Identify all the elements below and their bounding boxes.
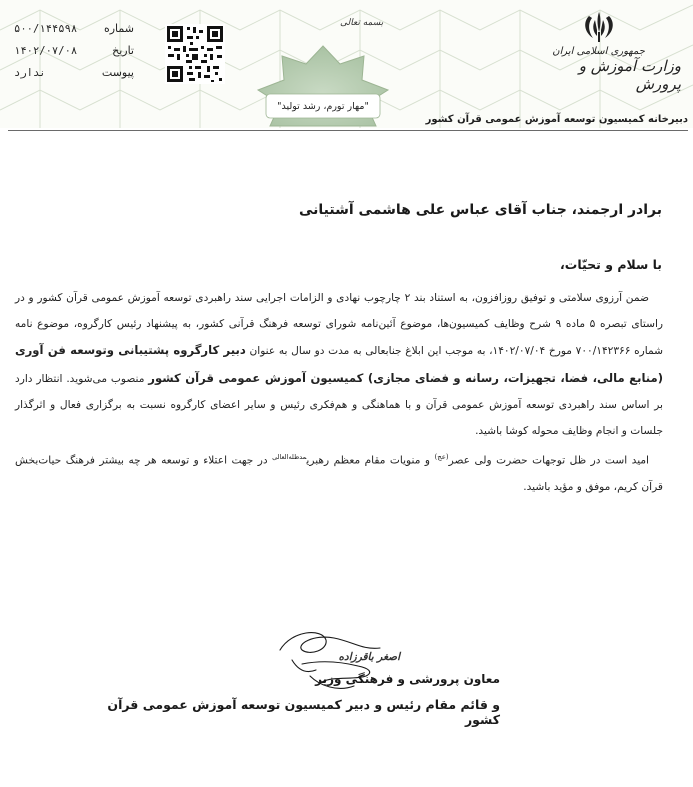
greeting-line: با سلام و تحیّات،	[560, 257, 662, 272]
basmala-heading: بسمه تعالی	[340, 18, 384, 28]
ministry-country-text: جمهوری اسلامی ایران	[552, 46, 645, 57]
recipient-line: برادر ارجمند، جناب آقای عباس علی هاشمی آشتیانی	[298, 202, 662, 218]
letter-body	[15, 285, 663, 500]
letter-metadata	[14, 18, 134, 84]
qr-code	[165, 24, 225, 84]
p1-bold-title: دبیر کارگروه پشتیبانی وتوسعه فن آوری (منابع مالی، فضا، تجهیزات، رسانه و فضای مجازی) کمیسیون آموزش عمومی قرآن کشور	[15, 343, 664, 385]
slogan-emblem	[248, 42, 398, 128]
header-divider	[8, 130, 688, 131]
signatory-title-line-1: معاون پرورشی و فرهنگی وزیر	[315, 672, 500, 686]
meta-attachment-value: ندارد	[14, 67, 46, 79]
signatory-name: اصغر باقرزاده	[338, 651, 400, 663]
body-paragraph-2	[15, 444, 663, 500]
meta-date-value: ۱۴۰۲/۰۷/۰۸	[14, 45, 78, 57]
meta-number-row	[14, 18, 134, 40]
p1-text-b: منصوب می‌شوید. انتظار دارد بر اساس سند راهبردی توسعه آموزش عمومی قرآن و با هماهنگی و هم‌فکری رئیس و سایر اعضای کارگروه نسبت به برگزاری فعال و اثرگذار جلسات و انجام وظایف محوله کوشا باشید.	[15, 372, 663, 438]
iran-emblem-icon	[575, 10, 623, 46]
p2-text-a: امید است در ظل توجهات حضرت ولی عصر	[448, 454, 650, 467]
slogan-rosette-shape	[248, 42, 398, 128]
p2-superscript-2: مدظله‌العالی	[272, 453, 307, 462]
meta-number-value: ۵۰۰/۱۴۴۵۹۸	[14, 23, 78, 35]
meta-number-label: شماره	[103, 22, 134, 35]
p2-superscript-1: (عج)	[434, 453, 449, 462]
ministry-wordmark	[550, 46, 685, 93]
meta-attachment-row	[14, 62, 134, 84]
signatory-title-line-2: و قائم مقام رئیس و دبیر کمیسیون توسعه آموزش عمومی قرآن کشور	[107, 697, 500, 727]
ministry-name-text: وزارت آموزش و پرورش	[578, 57, 681, 93]
p2-text-c: در جهت اعتلاء و توسعه هر چه بیشتر فرهنگ حیات‌بخش قرآن کریم، موفق و مؤید باشید.	[15, 454, 663, 493]
meta-attachment-label: پیوست	[101, 66, 134, 79]
secretariat-title: دبیرخانه کمیسیون توسعه آموزش عمومی قرآن کشور	[425, 114, 688, 125]
meta-date-label: تاریخ	[112, 44, 134, 57]
meta-date-row	[14, 40, 134, 62]
p2-text-b: و منویات مقام معظم رهبری	[306, 454, 430, 467]
slogan-text: "مهار تورم، رشد تولید"	[277, 101, 369, 112]
body-paragraph-1	[15, 285, 663, 444]
p1-text-a: ضمن آرزوی سلامتی و توفیق روزافزون، به استناد بند ۲ چارچوب نهادی و الزامات اجرایی سند راهبردی توسعه آموزش عمومی قرآن کشور و در راستای تبصره ۵ ماده ۹ شرح وظایف کمیسیون‌ها، موضوع آئین‌نامه شورای توسعه فرهنگ قرآنی کشور، به پیشنهاد رئیس کارگروه، موضوع نامه شماره ۷۰۰/۱۴۲۳۶۶ مورخ ۱۴۰۲/۰۷/۰۴، به موجب این ابلاغ جنابعالی به مدت دو سال به عنوان	[15, 292, 664, 358]
